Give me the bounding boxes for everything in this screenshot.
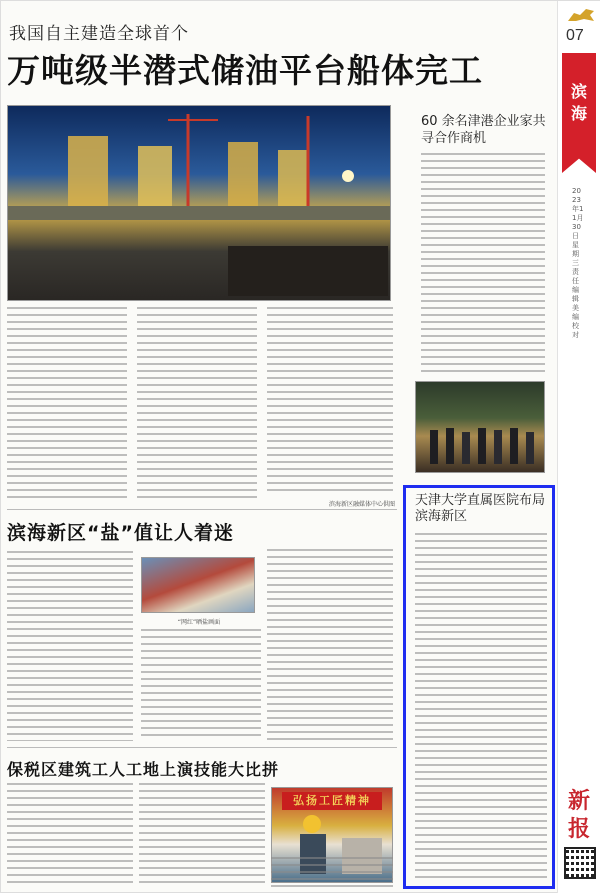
side-story-headline: 60 余名津港企业家共寻合作商机 <box>421 114 546 146</box>
group-people-illustration <box>416 382 545 473</box>
side-story-body <box>421 153 545 375</box>
page-number: 07 <box>566 27 584 44</box>
salt-story-column-1 <box>7 551 133 741</box>
bottom-story-column-1 <box>7 783 133 887</box>
bottom-story-headline: 保税区建筑工人工地上演技能大比拼 <box>7 760 280 779</box>
salt-photo-caption: “网红”晒盐画面 <box>177 619 221 626</box>
hospital-story-headline: 天津大学直属医院布局滨海新区 <box>415 493 546 524</box>
lead-photo-credit: 滨海新区融媒体中心供图 <box>328 501 395 508</box>
salt-field-photo <box>141 557 255 613</box>
oil-platform-photo <box>7 105 391 301</box>
lead-story-column-3 <box>267 307 393 493</box>
bottom-story-column-3 <box>271 857 393 887</box>
salt-story-column-3 <box>267 549 393 741</box>
horse-logo-icon <box>566 7 596 23</box>
section-divider <box>7 509 397 510</box>
bottom-story-column-2 <box>139 783 265 887</box>
qr-code-icon <box>564 847 596 879</box>
right-rail <box>557 1 600 893</box>
section-divider-2 <box>7 747 397 748</box>
brand-logo: 新报 <box>568 788 591 842</box>
lead-story-column-1 <box>7 307 127 503</box>
headline-kicker: 我国自主建造全球首个 <box>9 24 189 44</box>
oil-platform-illustration <box>8 106 391 301</box>
main-headline: 万吨级半潜式储油平台船体完工 <box>7 51 483 90</box>
salt-story-headline: 滨海新区“盐”值让人着迷 <box>7 522 234 544</box>
entrepreneurs-photo <box>415 381 545 473</box>
salt-story-column-2 <box>141 629 261 741</box>
hospital-story-body <box>415 533 547 883</box>
section-label: 滨海 <box>570 82 587 123</box>
contest-banner: 弘扬工匠精神 <box>282 792 382 810</box>
rail-date: 2023年11月30日 星期三 责任编辑 美编 校对 <box>572 187 584 339</box>
lead-story-column-2 <box>137 307 257 503</box>
